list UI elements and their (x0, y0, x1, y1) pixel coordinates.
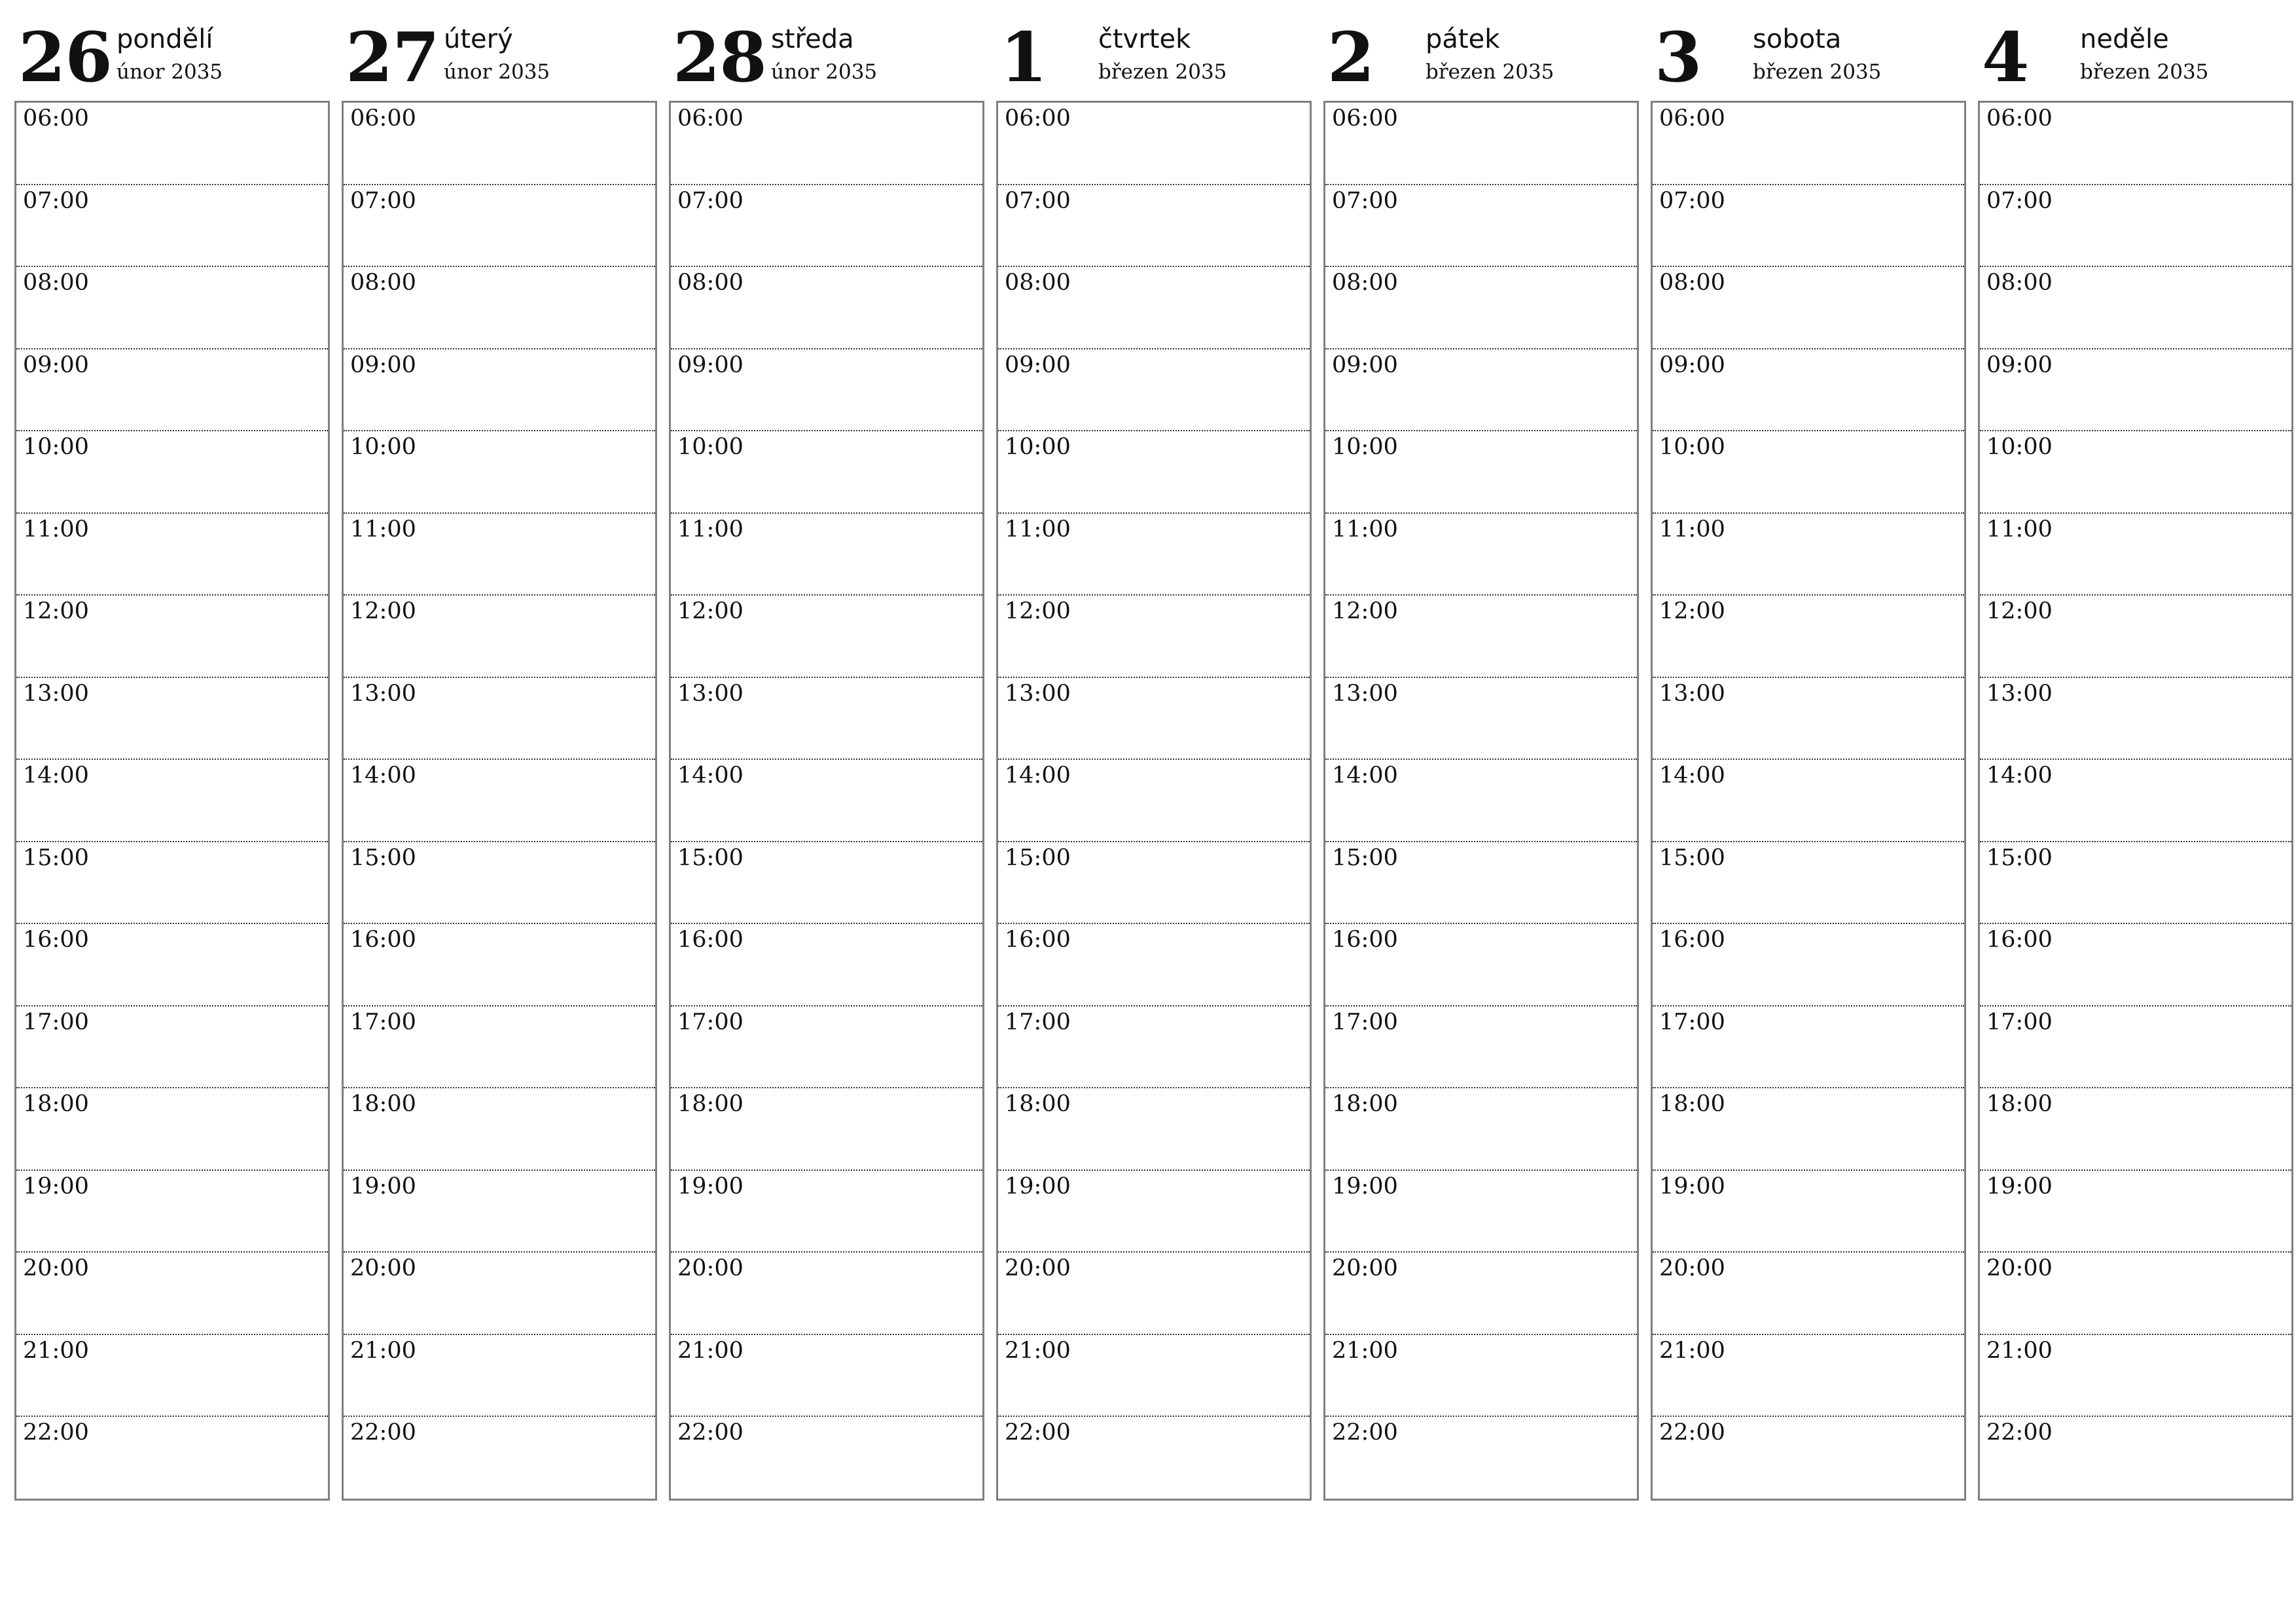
time-slot[interactable] (671, 1171, 982, 1253)
time-label: 14:00 (677, 762, 744, 789)
time-label: 16:00 (1332, 927, 1398, 953)
time-slot[interactable] (1325, 1171, 1637, 1253)
time-label: 12:00 (350, 598, 416, 624)
time-label: 09:00 (23, 351, 89, 378)
time-label: 18:00 (1659, 1091, 1725, 1117)
time-slot[interactable] (16, 760, 328, 842)
time-slot[interactable] (1325, 596, 1637, 678)
day-month: březen 2035 (1426, 60, 1554, 84)
time-label: 06:00 (677, 105, 744, 132)
time-label: 12:00 (1986, 598, 2053, 624)
day-month: únor 2035 (771, 60, 878, 84)
time-label: 09:00 (677, 351, 744, 378)
time-label: 21:00 (23, 1337, 89, 1364)
time-slot[interactable] (671, 596, 982, 678)
time-slot[interactable] (1980, 1417, 2291, 1499)
time-slot[interactable] (1325, 678, 1637, 760)
time-slot[interactable] (344, 678, 655, 760)
time-slot[interactable] (998, 596, 1310, 678)
day-header (669, 0, 983, 99)
time-slot[interactable] (1980, 103, 2291, 185)
day-number: 1 (1000, 17, 1047, 98)
time-label: 14:00 (23, 762, 89, 789)
time-slot[interactable] (671, 431, 982, 514)
time-slot[interactable] (671, 103, 982, 185)
time-label: 06:00 (1332, 105, 1398, 132)
time-slot[interactable] (1980, 1253, 2291, 1335)
time-slot[interactable] (1653, 596, 1964, 678)
day-schedule-box (1651, 101, 1966, 1501)
time-label: 19:00 (1659, 1173, 1725, 1200)
time-label: 10:00 (1986, 434, 2053, 460)
time-slot[interactable] (1325, 514, 1637, 596)
time-slot[interactable] (16, 924, 328, 1007)
time-slot[interactable] (1980, 842, 2291, 925)
time-label: 10:00 (23, 434, 89, 460)
time-slot[interactable] (1980, 514, 2291, 596)
time-slot[interactable] (16, 1088, 328, 1171)
day-header (1323, 0, 1638, 99)
time-slot[interactable] (344, 842, 655, 925)
time-label: 15:00 (1986, 844, 2053, 871)
time-slot[interactable] (16, 349, 328, 432)
time-slot[interactable] (1653, 185, 1964, 268)
time-label: 19:00 (1005, 1173, 1071, 1200)
time-label: 17:00 (23, 1008, 89, 1035)
time-label: 06:00 (1659, 105, 1725, 132)
time-slot[interactable] (1325, 103, 1637, 185)
time-label: 13:00 (350, 680, 416, 707)
time-label: 10:00 (1659, 434, 1725, 460)
day-name: čtvrtek (1098, 24, 1191, 54)
time-slot[interactable] (16, 514, 328, 596)
time-slot[interactable] (1325, 842, 1637, 925)
time-slot[interactable] (344, 596, 655, 678)
time-slot[interactable] (1653, 1417, 1964, 1499)
time-slot[interactable] (1325, 1253, 1637, 1335)
time-slot[interactable] (1980, 431, 2291, 514)
time-label: 12:00 (1005, 598, 1071, 624)
time-slot[interactable] (1325, 1335, 1637, 1418)
day-name: pátek (1426, 24, 1500, 54)
time-label: 17:00 (350, 1008, 416, 1035)
time-slot[interactable] (344, 514, 655, 596)
time-slot[interactable] (998, 1253, 1310, 1335)
time-label: 11:00 (23, 516, 89, 543)
time-slot[interactable] (1653, 842, 1964, 925)
time-label: 12:00 (23, 598, 89, 624)
time-slot[interactable] (1980, 267, 2291, 349)
time-slot[interactable] (344, 185, 655, 268)
time-slot[interactable] (998, 185, 1310, 268)
time-slot[interactable] (1325, 267, 1637, 349)
time-label: 20:00 (350, 1255, 416, 1281)
time-slot[interactable] (1980, 1335, 2291, 1418)
time-slot[interactable] (671, 1007, 982, 1089)
time-slot[interactable] (1980, 1007, 2291, 1089)
time-slot[interactable] (998, 924, 1310, 1007)
time-slot[interactable] (16, 1335, 328, 1418)
time-slot[interactable] (1980, 924, 2291, 1007)
time-label: 06:00 (350, 105, 416, 132)
day-header (1651, 0, 1965, 99)
time-label: 16:00 (350, 927, 416, 953)
time-slot[interactable] (1980, 1171, 2291, 1253)
time-label: 16:00 (1659, 927, 1725, 953)
day-schedule-box (1323, 101, 1639, 1501)
time-label: 19:00 (23, 1173, 89, 1200)
time-slot[interactable] (16, 431, 328, 514)
day-name: úterý (444, 24, 513, 54)
time-slot[interactable] (998, 1088, 1310, 1171)
time-label: 11:00 (350, 516, 416, 543)
day-month: březen 2035 (1098, 60, 1227, 84)
time-slot[interactable] (1980, 349, 2291, 432)
time-label: 15:00 (1332, 844, 1398, 871)
day-schedule-box (996, 101, 1312, 1501)
time-label: 21:00 (1332, 1337, 1398, 1364)
time-slot[interactable] (1653, 1171, 1964, 1253)
time-label: 18:00 (1986, 1091, 2053, 1117)
time-slot[interactable] (998, 514, 1310, 596)
time-slot[interactable] (1325, 1088, 1637, 1171)
day-name: sobota (1753, 24, 1842, 54)
time-slot[interactable] (671, 185, 982, 268)
time-slot[interactable] (16, 103, 328, 185)
time-label: 22:00 (1332, 1419, 1398, 1446)
time-slot[interactable] (671, 1335, 982, 1418)
time-label: 17:00 (1332, 1008, 1398, 1035)
time-slot[interactable] (1653, 1253, 1964, 1335)
time-label: 13:00 (23, 680, 89, 707)
day-column (14, 0, 329, 1446)
time-slot[interactable] (1653, 349, 1964, 432)
time-slot[interactable] (1325, 924, 1637, 1007)
day-number: 28 (673, 17, 766, 98)
time-label: 20:00 (1659, 1255, 1725, 1281)
time-slot[interactable] (671, 349, 982, 432)
time-label: 07:00 (350, 187, 416, 214)
day-month: březen 2035 (2080, 60, 2209, 84)
time-slot[interactable] (998, 431, 1310, 514)
time-slot[interactable] (998, 842, 1310, 925)
time-slot[interactable] (1325, 1007, 1637, 1089)
time-slot[interactable] (1980, 1088, 2291, 1171)
day-header (342, 0, 656, 99)
time-slot[interactable] (998, 1417, 1310, 1499)
time-slot[interactable] (998, 760, 1310, 842)
time-label: 13:00 (1332, 680, 1398, 707)
day-name: pondělí (117, 24, 213, 54)
time-slot[interactable] (998, 1335, 1310, 1418)
time-slot[interactable] (344, 103, 655, 185)
day-header (14, 0, 329, 99)
time-label: 15:00 (23, 844, 89, 871)
time-slot[interactable] (998, 349, 1310, 432)
time-slot[interactable] (344, 1417, 655, 1499)
time-label: 17:00 (677, 1008, 744, 1035)
time-label: 17:00 (1005, 1008, 1071, 1035)
time-label: 08:00 (350, 270, 416, 296)
day-number: 26 (18, 17, 112, 98)
time-slot[interactable] (998, 678, 1310, 760)
time-slot[interactable] (671, 1417, 982, 1499)
time-label: 08:00 (1332, 270, 1398, 296)
time-label: 10:00 (1332, 434, 1398, 460)
time-slot[interactable] (1325, 760, 1637, 842)
time-label: 07:00 (677, 187, 744, 214)
time-slot[interactable] (1980, 185, 2291, 268)
time-label: 06:00 (1005, 105, 1071, 132)
time-label: 14:00 (1005, 762, 1071, 789)
day-header (996, 0, 1310, 99)
time-slot[interactable] (1653, 924, 1964, 1007)
time-slot[interactable] (998, 103, 1310, 185)
time-slot[interactable] (1325, 185, 1637, 268)
time-label: 09:00 (350, 351, 416, 378)
time-label: 13:00 (677, 680, 744, 707)
time-label: 22:00 (1005, 1419, 1071, 1446)
time-slot[interactable] (344, 349, 655, 432)
day-number: 27 (346, 17, 439, 98)
time-label: 11:00 (1005, 516, 1071, 543)
time-label: 09:00 (1332, 351, 1398, 378)
time-slot[interactable] (1653, 103, 1964, 185)
day-name: neděle (2080, 24, 2169, 54)
day-column (669, 0, 983, 1446)
time-label: 20:00 (1986, 1255, 2053, 1281)
time-label: 19:00 (677, 1173, 744, 1200)
time-label: 22:00 (350, 1419, 416, 1446)
time-label: 08:00 (677, 270, 744, 296)
time-label: 14:00 (1659, 762, 1725, 789)
time-label: 07:00 (23, 187, 89, 214)
time-label: 21:00 (1005, 1337, 1071, 1364)
time-slot[interactable] (1653, 760, 1964, 842)
day-number: 2 (1327, 17, 1374, 98)
time-label: 15:00 (677, 844, 744, 871)
time-label: 20:00 (677, 1255, 744, 1281)
time-label: 11:00 (1659, 516, 1725, 543)
time-label: 12:00 (1659, 598, 1725, 624)
time-slot[interactable] (671, 267, 982, 349)
time-slot[interactable] (344, 1253, 655, 1335)
time-slot[interactable] (344, 924, 655, 1007)
time-slot[interactable] (16, 596, 328, 678)
time-label: 13:00 (1659, 680, 1725, 707)
time-label: 21:00 (1986, 1337, 2053, 1364)
time-label: 08:00 (1986, 270, 2053, 296)
time-slot[interactable] (1653, 678, 1964, 760)
time-label: 18:00 (677, 1091, 744, 1117)
time-slot[interactable] (344, 431, 655, 514)
time-slot[interactable] (1653, 1335, 1964, 1418)
time-label: 22:00 (23, 1419, 89, 1446)
time-slot[interactable] (671, 1253, 982, 1335)
time-label: 19:00 (1332, 1173, 1398, 1200)
time-slot[interactable] (344, 267, 655, 349)
time-label: 20:00 (1332, 1255, 1398, 1281)
time-slot[interactable] (16, 1253, 328, 1335)
time-slot[interactable] (1653, 1088, 1964, 1171)
time-label: 18:00 (1332, 1091, 1398, 1117)
day-schedule-box (14, 101, 330, 1501)
time-label: 10:00 (350, 434, 416, 460)
day-month: únor 2035 (444, 60, 550, 84)
day-column (1978, 0, 2292, 1446)
time-slot[interactable] (1980, 678, 2291, 760)
time-slot[interactable] (16, 678, 328, 760)
time-slot[interactable] (671, 1088, 982, 1171)
day-schedule-box (1978, 101, 2293, 1501)
time-slot[interactable] (1653, 267, 1964, 349)
time-label: 11:00 (1332, 516, 1398, 543)
time-slot[interactable] (1653, 1007, 1964, 1089)
time-slot[interactable] (1980, 596, 2291, 678)
time-slot[interactable] (344, 760, 655, 842)
time-slot[interactable] (671, 678, 982, 760)
time-label: 07:00 (1659, 187, 1725, 214)
time-label: 16:00 (1005, 927, 1071, 953)
time-label: 22:00 (1659, 1419, 1725, 1446)
time-label: 10:00 (677, 434, 744, 460)
time-slot[interactable] (344, 1335, 655, 1418)
time-label: 16:00 (1986, 927, 2053, 953)
time-label: 15:00 (350, 844, 416, 871)
time-slot[interactable] (344, 1088, 655, 1171)
time-label: 18:00 (350, 1091, 416, 1117)
time-slot[interactable] (16, 185, 328, 268)
day-schedule-box (342, 101, 657, 1501)
time-label: 22:00 (1986, 1419, 2053, 1446)
time-label: 07:00 (1332, 187, 1398, 214)
day-column (342, 0, 656, 1446)
time-label: 09:00 (1005, 351, 1071, 378)
day-number: 3 (1655, 17, 1702, 98)
time-slot[interactable] (998, 1171, 1310, 1253)
time-label: 21:00 (350, 1337, 416, 1364)
day-name: středa (771, 24, 854, 54)
time-label: 12:00 (1332, 598, 1398, 624)
time-label: 12:00 (677, 598, 744, 624)
time-label: 08:00 (23, 270, 89, 296)
time-label: 19:00 (350, 1173, 416, 1200)
time-label: 06:00 (1986, 105, 2053, 132)
time-slot[interactable] (1653, 431, 1964, 514)
time-label: 08:00 (1005, 270, 1071, 296)
time-label: 09:00 (1986, 351, 2053, 378)
time-label: 11:00 (677, 516, 744, 543)
day-header (1978, 0, 2292, 99)
time-label: 19:00 (1986, 1173, 2053, 1200)
day-column (1651, 0, 1965, 1446)
day-month: únor 2035 (117, 60, 223, 84)
time-label: 07:00 (1986, 187, 2053, 214)
time-slot[interactable] (344, 1007, 655, 1089)
time-label: 07:00 (1005, 187, 1071, 214)
time-label: 13:00 (1005, 680, 1071, 707)
day-column (1323, 0, 1638, 1446)
time-slot[interactable] (998, 1007, 1310, 1089)
time-slot[interactable] (671, 760, 982, 842)
day-schedule-box (669, 101, 984, 1501)
time-label: 16:00 (677, 927, 744, 953)
time-label: 21:00 (1659, 1337, 1725, 1364)
time-slot[interactable] (16, 267, 328, 349)
day-column (996, 0, 1310, 1446)
time-label: 13:00 (1986, 680, 2053, 707)
time-label: 15:00 (1005, 844, 1071, 871)
time-slot[interactable] (1325, 1417, 1637, 1499)
time-label: 14:00 (1332, 762, 1398, 789)
time-label: 18:00 (1005, 1091, 1071, 1117)
time-slot[interactable] (344, 1171, 655, 1253)
time-slot[interactable] (16, 1171, 328, 1253)
time-label: 20:00 (23, 1255, 89, 1281)
time-label: 08:00 (1659, 270, 1725, 296)
time-slot[interactable] (1980, 760, 2291, 842)
time-slot[interactable] (16, 1007, 328, 1089)
time-label: 15:00 (1659, 844, 1725, 871)
time-slot[interactable] (16, 1417, 328, 1499)
time-label: 22:00 (677, 1419, 744, 1446)
time-label: 16:00 (23, 927, 89, 953)
time-slot[interactable] (1325, 349, 1637, 432)
time-slot[interactable] (1653, 514, 1964, 596)
time-slot[interactable] (998, 267, 1310, 349)
time-label: 20:00 (1005, 1255, 1071, 1281)
time-label: 17:00 (1659, 1008, 1725, 1035)
day-number: 4 (1982, 17, 2029, 98)
time-slot[interactable] (1325, 431, 1637, 514)
time-label: 09:00 (1659, 351, 1725, 378)
time-label: 18:00 (23, 1091, 89, 1117)
time-label: 06:00 (23, 105, 89, 132)
day-month: březen 2035 (1753, 60, 1882, 84)
time-slot[interactable] (671, 842, 982, 925)
time-label: 10:00 (1005, 434, 1071, 460)
time-label: 14:00 (1986, 762, 2053, 789)
time-label: 17:00 (1986, 1008, 2053, 1035)
time-slot[interactable] (16, 842, 328, 925)
time-slot[interactable] (671, 514, 982, 596)
time-label: 14:00 (350, 762, 416, 789)
time-slot[interactable] (671, 924, 982, 1007)
time-label: 11:00 (1986, 516, 2053, 543)
time-label: 21:00 (677, 1337, 744, 1364)
